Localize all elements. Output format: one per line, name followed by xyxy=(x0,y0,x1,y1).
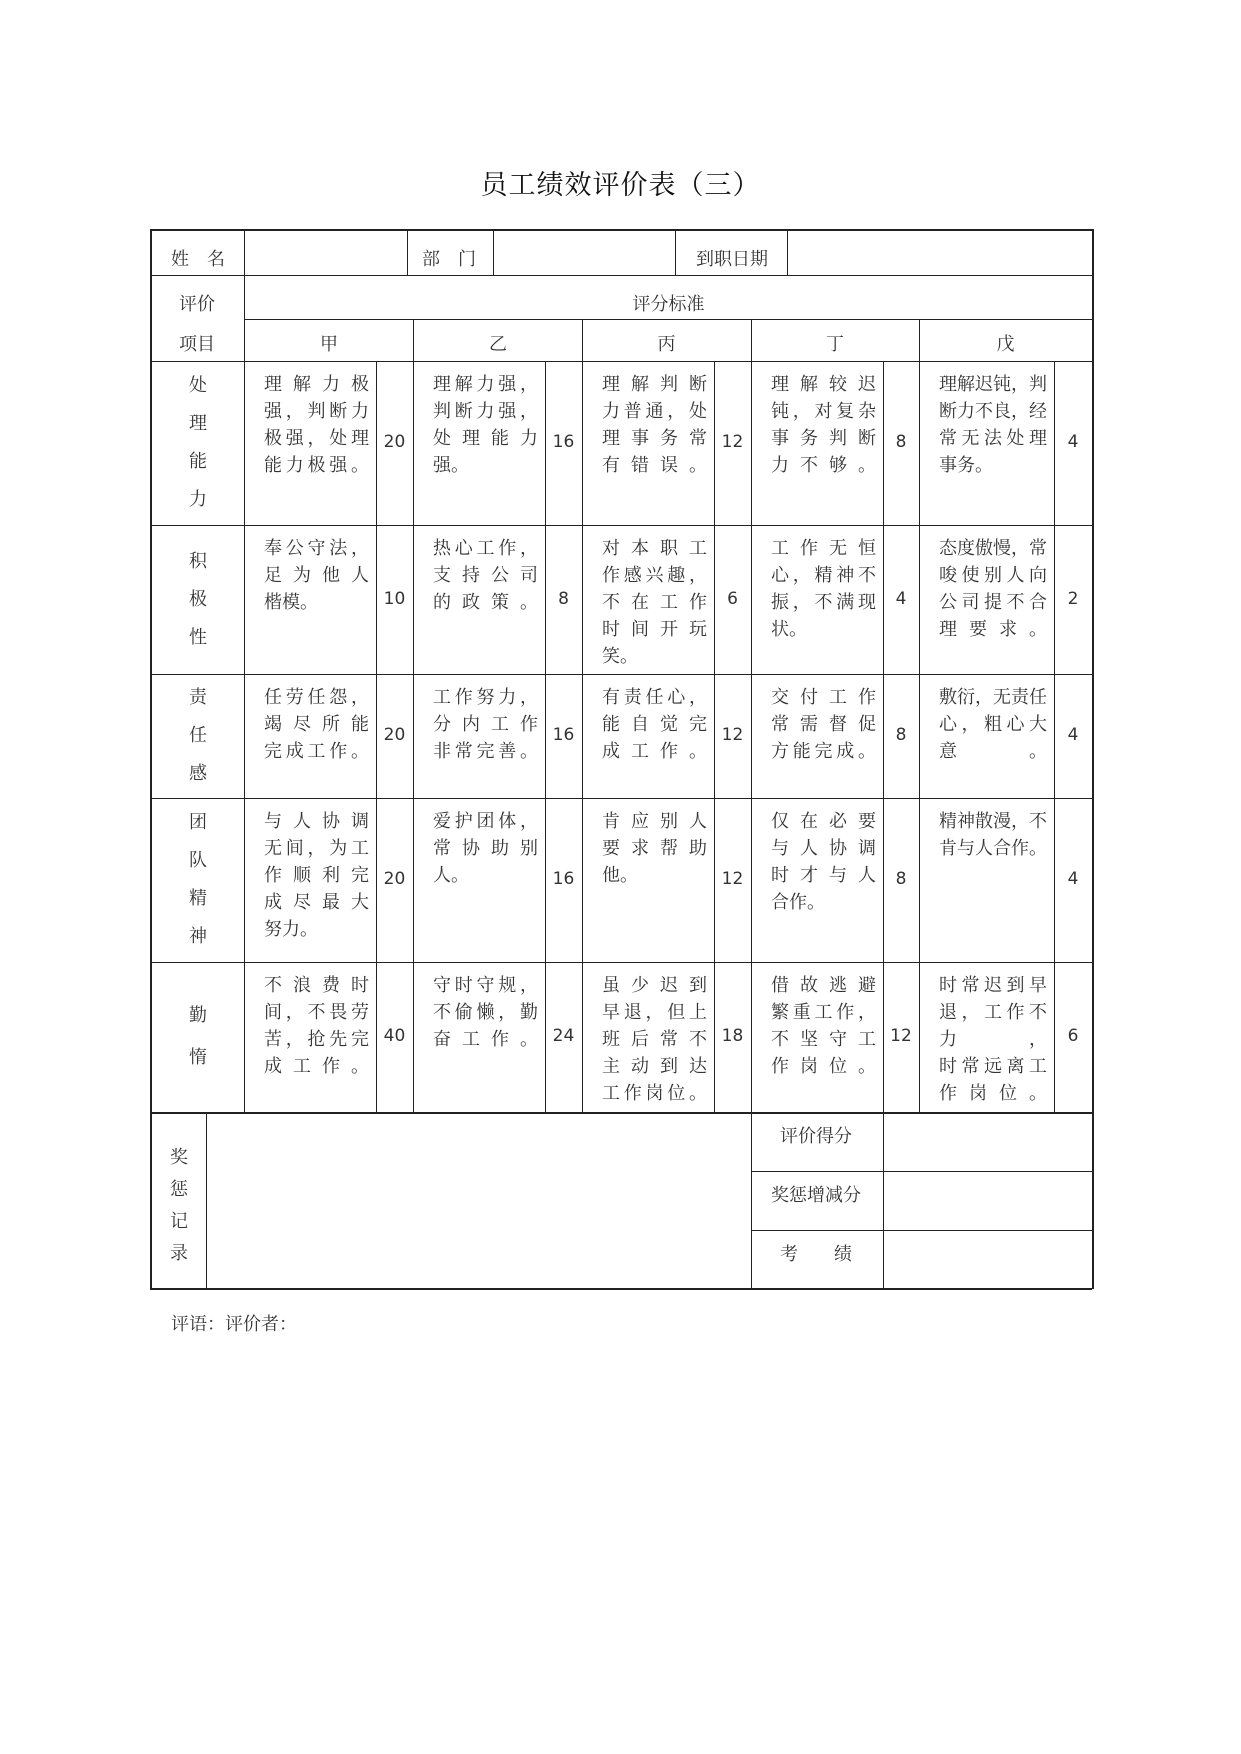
criteria-line: 时才与人 xyxy=(771,865,876,886)
criteria-line: 繁重工作， xyxy=(771,1002,876,1023)
criteria-line: 合作。 xyxy=(771,892,825,913)
table-rule-h xyxy=(244,319,1092,320)
criteria-line: 处理能力 xyxy=(433,428,538,449)
grade-yi: 乙 xyxy=(489,334,507,355)
criteria-line: 方能完成。 xyxy=(771,741,876,762)
criteria-line: 力不够。 xyxy=(771,455,876,476)
criteria-line: 无间，为工 xyxy=(264,838,369,859)
row-item-label xyxy=(183,804,213,956)
criteria-line: 与人协调 xyxy=(264,811,369,832)
criteria-text-bing xyxy=(602,371,707,479)
table-rule-v xyxy=(206,1112,207,1288)
score-bing: 12 xyxy=(721,869,744,889)
table-rule-v xyxy=(751,319,752,1112)
row-item-char: 性 xyxy=(189,626,207,648)
row-item-label xyxy=(183,543,213,657)
comment-line: 评语：评价者： xyxy=(171,1314,297,1335)
criteria-text-jia xyxy=(264,684,369,765)
criteria-text-bing xyxy=(602,808,707,889)
criteria-line: 理要求。 xyxy=(939,619,1047,640)
criteria-line: 肯与人合作。 xyxy=(939,838,1047,859)
score-ding: 4 xyxy=(895,588,907,609)
criteria-text-wu xyxy=(939,684,1047,765)
table-rule-v xyxy=(150,229,152,1289)
criteria-line: 奉公守法， xyxy=(264,538,369,559)
criteria-text-yi xyxy=(433,684,538,765)
row-item-label xyxy=(183,679,213,793)
score-wu: 6 xyxy=(1067,1026,1079,1046)
criteria-text-ding xyxy=(771,972,876,1080)
grade-bing: 丙 xyxy=(657,334,676,355)
table-rule-v xyxy=(493,229,494,275)
criteria-line: 时间开玩 xyxy=(602,619,707,640)
criteria-line: 理解力强， xyxy=(433,374,538,395)
criteria-line: 能自觉完 xyxy=(602,714,707,735)
criteria-line: 成工作。 xyxy=(264,1056,369,1077)
score-wu: 4 xyxy=(1067,432,1079,452)
score-ding: 8 xyxy=(895,869,907,889)
criteria-line: 分内工作 xyxy=(433,714,538,735)
criteria-line: 要求帮助 xyxy=(602,838,707,859)
criteria-line: 作岗位。 xyxy=(939,1083,1047,1104)
score-jia: 10 xyxy=(383,588,406,609)
page-title: 员工绩效评价表（三） xyxy=(480,170,761,201)
criteria-text-wu xyxy=(939,371,1047,479)
score-jia: 20 xyxy=(383,432,406,452)
score-yi: 16 xyxy=(552,869,575,889)
criteria-line: 借故逃避 xyxy=(771,975,876,996)
criteria-line: 不坚守工 xyxy=(771,1029,876,1050)
criteria-line: 钝，对复杂 xyxy=(771,401,876,422)
criteria-line: 作感兴趣， xyxy=(602,565,707,586)
row-item-char: 极 xyxy=(189,588,207,610)
criteria-line: 强。 xyxy=(433,455,469,476)
criteria-text-yi xyxy=(433,535,538,616)
score-wu: 4 xyxy=(1067,725,1079,745)
criteria-text-ding xyxy=(771,535,876,643)
dept-label: 部 门 xyxy=(422,249,476,270)
criteria-text-yi xyxy=(433,808,538,889)
score-ding: 8 xyxy=(895,432,907,452)
criteria-line: 力普通，处 xyxy=(602,401,707,422)
score-ding: 8 xyxy=(895,725,907,745)
criteria-line: 理解力极 xyxy=(264,374,369,395)
criteria-text-bing xyxy=(602,684,707,765)
criteria-text-yi xyxy=(433,371,538,479)
row-item-char: 团 xyxy=(189,812,207,833)
criteria-line: 间，不畏劳 xyxy=(264,1002,369,1023)
criteria-text-ding xyxy=(771,684,876,765)
grade-wu: 戊 xyxy=(996,334,1015,355)
record-label xyxy=(164,1142,194,1270)
criteria-line: 他。 xyxy=(602,865,638,886)
criteria-line: 对本职工 xyxy=(602,538,707,559)
score-bing: 12 xyxy=(721,432,744,452)
score-yi: 16 xyxy=(552,725,575,745)
criteria-line: 极强，处理 xyxy=(264,428,369,449)
record-label-char: 奖 xyxy=(170,1147,188,1168)
table-rule-h xyxy=(150,1288,1092,1290)
table-rule-h xyxy=(150,798,1092,799)
criteria-line: 工作岗位。 xyxy=(602,1083,707,1104)
criteria-line: 理事务常 xyxy=(602,428,707,449)
item-label-1: 评价 xyxy=(179,294,215,315)
criteria-text-ding xyxy=(771,808,876,916)
criteria-line: 支持公司 xyxy=(433,565,538,586)
criteria-line: 仅在必要 xyxy=(771,811,876,832)
criteria-line: 肯应别人 xyxy=(602,811,707,832)
criteria-line: 努力。 xyxy=(264,919,318,940)
table-rule-v xyxy=(1092,229,1094,1289)
criteria-line: 工作无恒 xyxy=(771,538,876,559)
criteria-line: 工作努力， xyxy=(433,687,538,708)
row-item-char: 感 xyxy=(189,763,207,784)
criteria-line: 完成工作。 xyxy=(264,741,369,762)
table-rule-h xyxy=(751,1171,1092,1172)
date-label: 到职日期 xyxy=(696,249,768,270)
adjust-label: 奖惩增减分 xyxy=(771,1185,861,1206)
criteria-text-jia xyxy=(264,371,369,479)
criteria-text-ding xyxy=(771,371,876,479)
name-label: 姓 名 xyxy=(171,249,225,270)
criteria-line: 能力极强。 xyxy=(264,455,369,476)
criteria-line: 理解迟钝，判 xyxy=(939,374,1047,395)
row-item-char: 神 xyxy=(189,926,207,947)
criteria-line: 不在工作 xyxy=(602,592,707,613)
row-item-label xyxy=(183,367,213,519)
row-item-label xyxy=(183,995,213,1079)
table-rule-h xyxy=(150,674,1092,675)
table-rule-h xyxy=(150,275,1092,276)
criteria-line: 笑。 xyxy=(602,646,638,667)
criteria-line: 非常完善。 xyxy=(433,741,538,762)
score-label: 评价得分 xyxy=(780,1126,852,1147)
criteria-line: 竭尽所能 xyxy=(264,714,369,735)
criteria-text-bing xyxy=(602,972,707,1107)
criteria-line: 人。 xyxy=(433,865,469,886)
criteria-line: 常无法处理 xyxy=(939,428,1047,449)
score-ding: 12 xyxy=(890,1026,912,1046)
table-rule-h xyxy=(150,962,1092,963)
row-item-char: 任 xyxy=(189,725,207,746)
criteria-text-jia xyxy=(264,972,369,1080)
criteria-line: 判断力强， xyxy=(433,401,538,422)
standard-label: 评分标准 xyxy=(632,294,705,315)
criteria-line: 常协助别 xyxy=(433,838,538,859)
score-bing: 18 xyxy=(721,1026,744,1046)
row-item-char: 队 xyxy=(189,850,207,871)
table-rule-h xyxy=(150,1112,1092,1114)
grade-jia: 甲 xyxy=(320,334,338,355)
criteria-line: 心，精神不 xyxy=(771,565,876,586)
score-wu: 2 xyxy=(1067,588,1079,609)
criteria-line: 虽少迟到 xyxy=(602,975,707,996)
criteria-line: 作顺利完 xyxy=(264,865,369,886)
criteria-line: 爱护团体， xyxy=(433,811,538,832)
score-yi: 8 xyxy=(558,588,569,609)
row-item-char: 惰 xyxy=(189,1047,207,1068)
criteria-line: 足为他人 xyxy=(264,565,369,586)
criteria-line: 事务。 xyxy=(939,455,993,476)
row-item-char: 力 xyxy=(189,489,207,510)
score-bing: 12 xyxy=(721,725,744,745)
criteria-line: 班后常不 xyxy=(602,1029,707,1050)
criteria-line: 有责任心， xyxy=(602,687,707,708)
criteria-line: 退，工作不力， xyxy=(939,1002,1047,1050)
criteria-line: 主动到达 xyxy=(602,1056,707,1077)
score-jia: 20 xyxy=(383,725,406,745)
criteria-line: 有错误。 xyxy=(602,455,707,476)
criteria-line: 与人协调 xyxy=(771,838,876,859)
criteria-line: 态度傲慢，常 xyxy=(939,538,1047,559)
row-item-char: 勤 xyxy=(189,1005,207,1026)
criteria-line: 楷模。 xyxy=(264,592,318,613)
score-jia: 20 xyxy=(383,869,406,889)
criteria-line: 状。 xyxy=(771,619,807,640)
criteria-line: 时常迟到早 xyxy=(939,975,1047,996)
table-rule-v xyxy=(883,1112,884,1288)
table-rule-v xyxy=(407,229,408,275)
criteria-line: 敷衍，无责任 xyxy=(939,687,1047,708)
criteria-line: 奋工作。 xyxy=(433,1029,538,1050)
table-rule-v xyxy=(919,319,920,1112)
table-rule-h xyxy=(751,1230,1092,1231)
row-item-char: 精 xyxy=(189,888,207,909)
table-rule-v xyxy=(675,229,676,275)
row-item-char: 责 xyxy=(189,687,207,708)
criteria-line: 强，判断力 xyxy=(264,401,369,422)
criteria-line: 不偷懒，勤 xyxy=(433,1002,538,1023)
score-wu: 4 xyxy=(1067,869,1079,889)
criteria-line: 守时守规， xyxy=(433,975,538,996)
criteria-line: 常需督促 xyxy=(771,714,876,735)
table-rule-v xyxy=(413,319,414,1112)
score-jia: 40 xyxy=(383,1026,406,1046)
criteria-line: 热心工作， xyxy=(433,538,538,559)
criteria-line: 苦，抢先完 xyxy=(264,1029,369,1050)
table-rule-v xyxy=(582,319,583,1112)
table-rule-h xyxy=(150,361,1092,362)
criteria-line: 振，不满现 xyxy=(771,592,876,613)
criteria-text-wu xyxy=(939,972,1047,1107)
record-label-char: 惩 xyxy=(170,1179,188,1200)
record-label-char: 录 xyxy=(170,1243,188,1264)
criteria-text-wu xyxy=(939,808,1047,862)
criteria-line: 唆使别人向 xyxy=(939,565,1047,586)
criteria-line: 理解较迟 xyxy=(771,374,876,395)
criteria-line: 心，粗心大意。 xyxy=(939,714,1047,762)
criteria-line: 早退，但上 xyxy=(602,1002,707,1023)
score-yi: 24 xyxy=(552,1026,575,1046)
criteria-text-jia xyxy=(264,808,369,943)
row-item-char: 能 xyxy=(189,451,207,472)
criteria-line: 理解判断 xyxy=(602,374,707,395)
score-bing: 6 xyxy=(727,588,738,609)
item-label-2: 项目 xyxy=(179,334,215,355)
score-yi: 16 xyxy=(552,432,575,452)
criteria-line: 公司提不合 xyxy=(939,592,1047,613)
criteria-line: 时常远离工 xyxy=(939,1056,1047,1077)
criteria-line: 交付工作 xyxy=(771,687,876,708)
criteria-line: 成尽最大 xyxy=(264,892,369,913)
criteria-text-yi xyxy=(433,972,538,1053)
row-item-char: 积 xyxy=(189,550,207,572)
criteria-text-bing xyxy=(602,535,707,670)
criteria-text-wu xyxy=(939,535,1047,643)
result-label: 考 绩 xyxy=(780,1244,852,1265)
table-rule-v xyxy=(787,229,788,275)
row-item-char: 理 xyxy=(189,413,207,434)
criteria-line: 作岗位。 xyxy=(771,1056,876,1077)
criteria-line: 不浪费时 xyxy=(264,975,369,996)
table-rule-h xyxy=(150,229,1092,231)
criteria-line: 断力不良，经 xyxy=(939,401,1047,422)
criteria-line: 的政策。 xyxy=(433,592,538,613)
criteria-line: 精神散漫，不 xyxy=(939,811,1047,832)
record-label-char: 记 xyxy=(170,1211,188,1232)
criteria-text-jia xyxy=(264,535,369,616)
criteria-line: 任劳任怨， xyxy=(264,687,369,708)
criteria-line: 成工作。 xyxy=(602,741,707,762)
criteria-line: 事务判断 xyxy=(771,428,876,449)
grade-ding: 丁 xyxy=(826,334,844,355)
row-item-char: 处 xyxy=(189,375,207,396)
table-rule-h xyxy=(150,525,1092,526)
